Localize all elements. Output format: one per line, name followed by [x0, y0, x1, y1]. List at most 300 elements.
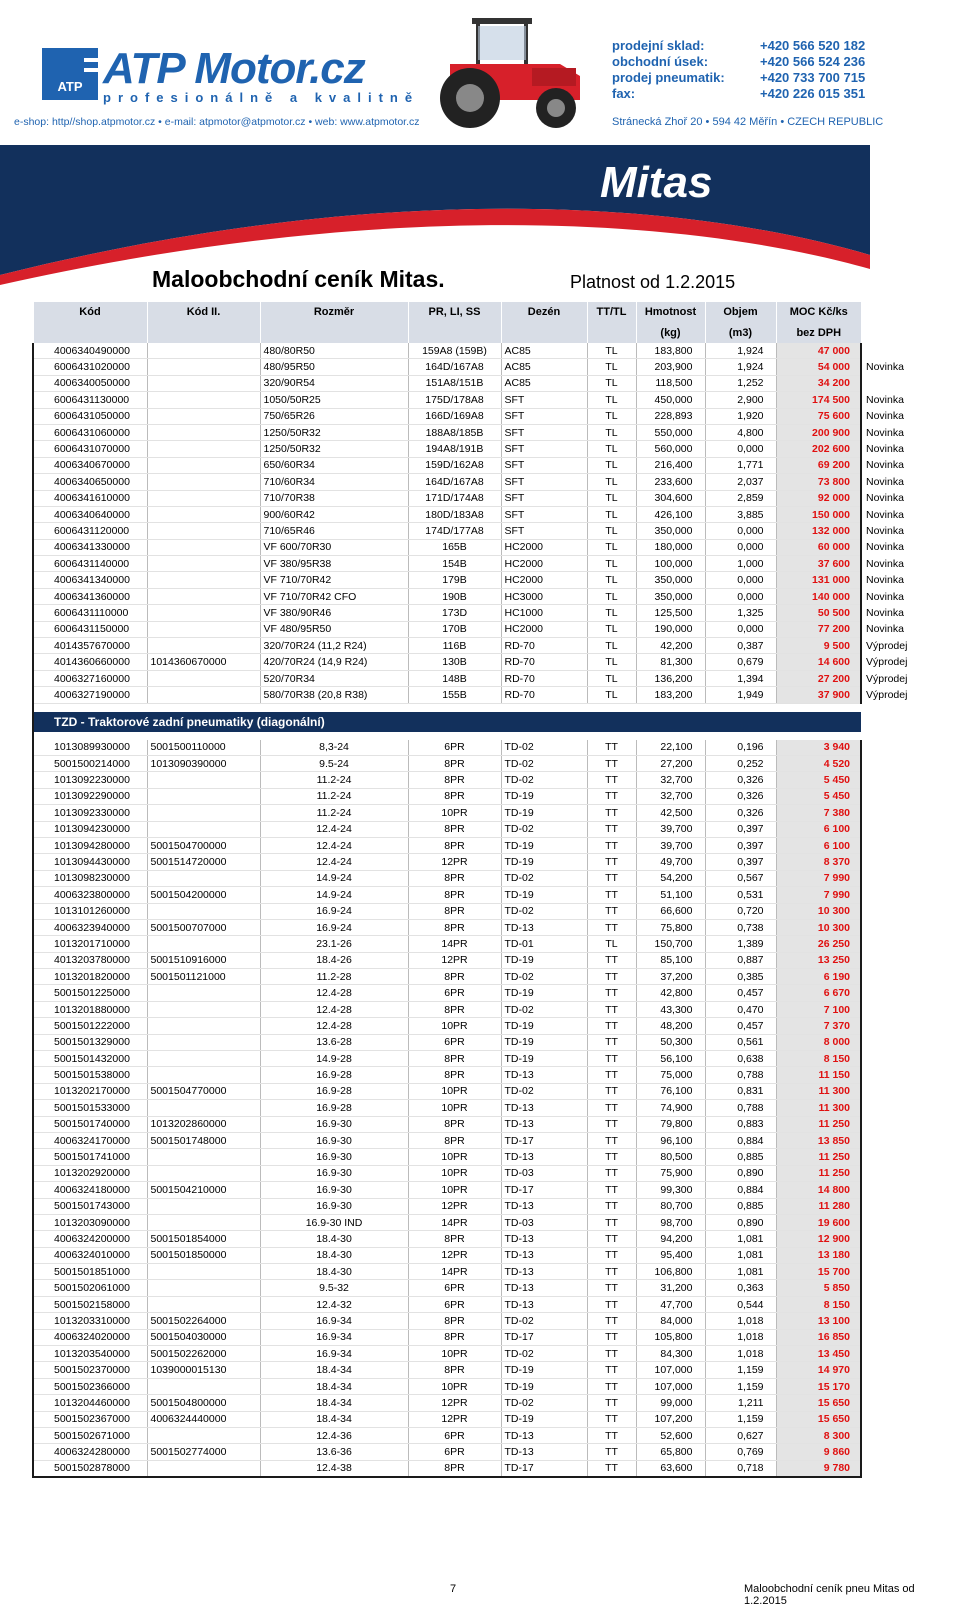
col-moc: MOC Kč/ks	[776, 302, 861, 322]
table-cell: 8PR	[408, 1001, 501, 1017]
table-cell: 159A8 (159B)	[408, 343, 501, 359]
table-cell: 150 000	[776, 506, 861, 522]
table-cell: SFT	[501, 506, 587, 522]
table-cell: 27 200	[776, 670, 861, 686]
table-cell: TD-02	[501, 755, 587, 771]
table-cell: 164D/167A8	[408, 359, 501, 375]
table-cell: RD-70	[501, 654, 587, 670]
table-cell: 520/70R34	[260, 670, 408, 686]
table-cell: 159D/162A8	[408, 457, 501, 473]
table-cell: 10PR	[408, 1378, 501, 1394]
table-cell: 10PR	[408, 1346, 501, 1362]
table-cell: 11 300	[776, 1100, 861, 1116]
table-cell: TT	[587, 1411, 636, 1427]
table-row	[33, 985, 861, 1001]
table-cell: RD-70	[501, 670, 587, 686]
table-cell: 1,924	[705, 343, 776, 359]
table-cell: 50 500	[776, 605, 861, 621]
table-cell: 4 520	[776, 755, 861, 771]
table-cell: 0,544	[705, 1296, 776, 1312]
table-cell: TL	[587, 375, 636, 391]
table-cell: 155B	[408, 687, 501, 703]
table-cell: 7 100	[776, 1001, 861, 1017]
table-cell: 9.5-24	[260, 755, 408, 771]
table-cell: 5001504030000	[147, 1329, 260, 1345]
table-cell: 27,200	[636, 755, 705, 771]
table-cell	[147, 1067, 260, 1083]
table-cell: 1050/50R25	[260, 392, 408, 408]
table-cell	[147, 670, 260, 686]
col-hmotnost-unit: (kg)	[636, 322, 705, 343]
table-cell: 8PR	[408, 919, 501, 935]
table-cell: 10PR	[408, 1149, 501, 1165]
table-cell: TL	[587, 654, 636, 670]
brand-name: ATP Motor.cz	[103, 44, 365, 93]
table-cell: 6PR	[408, 1034, 501, 1050]
table-cell	[147, 1001, 260, 1017]
table-cell: TD-13	[501, 1231, 587, 1247]
table-cell: 1,389	[705, 936, 776, 952]
table-cell: 6 100	[776, 837, 861, 853]
table-cell: 107,000	[636, 1362, 705, 1378]
table-cell: 0,890	[705, 1165, 776, 1181]
table-cell: 10PR	[408, 1100, 501, 1116]
table-cell	[147, 1198, 260, 1214]
table-cell: 9.5-32	[260, 1280, 408, 1296]
table-cell: 14PR	[408, 1214, 501, 1230]
table-row	[33, 1034, 861, 1050]
table-cell: 10 300	[776, 903, 861, 919]
table-cell: 54,200	[636, 870, 705, 886]
table-row	[33, 952, 861, 968]
table-cell: 56,100	[636, 1051, 705, 1067]
table-cell: TL	[587, 670, 636, 686]
table-cell: 13 850	[776, 1132, 861, 1148]
table-cell: TD-19	[501, 1411, 587, 1427]
table-row: 4006341360000 VF 710/70R42 CFO 190B HC3000 TL 350,000 0,000 140 000 Novinka	[33, 588, 861, 604]
table-cell: 1,325	[705, 605, 776, 621]
table-cell: 4006340050000	[33, 375, 147, 391]
table-cell: 39,700	[636, 821, 705, 837]
table-cell: TT	[587, 952, 636, 968]
table-cell: 0,531	[705, 887, 776, 903]
table-cell: 1013092290000	[33, 788, 147, 804]
table-cell: 0,385	[705, 969, 776, 985]
page-title: Maloobchodní ceník Mitas.	[152, 266, 445, 292]
contact-label: prodejní sklad:	[612, 38, 705, 53]
table-cell: TD-02	[501, 772, 587, 788]
table-cell: 8 150	[776, 1051, 861, 1067]
table-cell: 4006340670000	[33, 457, 147, 473]
table-row: 6006431070000 1250/50R32 194A8/191B SFT TL 560,000 0,000 202 600 Novinka	[33, 441, 861, 457]
table-cell: 18.4-30	[260, 1247, 408, 1263]
table-cell	[147, 1018, 260, 1034]
table-cell: TD-17	[501, 1182, 587, 1198]
table-cell: AC85	[501, 359, 587, 375]
table-cell: 0,363	[705, 1280, 776, 1296]
table-row	[33, 1067, 861, 1083]
table-cell: 0,720	[705, 903, 776, 919]
table-cell: 1,081	[705, 1247, 776, 1263]
table-cell: 37,200	[636, 969, 705, 985]
table-cell: 426,100	[636, 506, 705, 522]
table-cell	[147, 1296, 260, 1312]
table-cell: 14PR	[408, 936, 501, 952]
contact-value: +420 733 700 715	[760, 70, 866, 85]
table-cell: AC85	[501, 343, 587, 359]
table-cell: 12PR	[408, 854, 501, 870]
table-cell: 8PR	[408, 837, 501, 853]
table-cell: 43,300	[636, 1001, 705, 1017]
table-row	[33, 1264, 861, 1280]
table-cell: 47 000	[776, 343, 861, 359]
table-cell: 5001502262000	[147, 1346, 260, 1362]
table-cell: 5001501329000	[33, 1034, 147, 1050]
table-cell: 12.4-24	[260, 854, 408, 870]
table-cell: 0,196	[705, 740, 776, 756]
table-cell: 1,018	[705, 1329, 776, 1345]
table-cell	[147, 870, 260, 886]
table-cell: 8PR	[408, 1329, 501, 1345]
contact-row	[612, 70, 865, 86]
table-cell: 4006341610000	[33, 490, 147, 506]
table-cell: SFT	[501, 408, 587, 424]
table-cell: 194A8/191B	[408, 441, 501, 457]
table-cell: TD-13	[501, 1149, 587, 1165]
table-cell: 179B	[408, 572, 501, 588]
table-cell: 16.9-28	[260, 1100, 408, 1116]
table-cell: 480/80R50	[260, 343, 408, 359]
table-cell: TD-19	[501, 887, 587, 903]
table-cell: TD-02	[501, 1001, 587, 1017]
table-cell: 84,000	[636, 1313, 705, 1329]
table-cell: TL	[587, 572, 636, 588]
table-row: 4006341330000 VF 600/70R30 165B HC2000 TL 180,000 0,000 60 000 Novinka	[33, 539, 861, 555]
table-cell	[147, 392, 260, 408]
table-cell: TL	[587, 441, 636, 457]
table-cell: TT	[587, 821, 636, 837]
table-cell: TT	[587, 1444, 636, 1460]
table-cell: 26 250	[776, 936, 861, 952]
table-row	[33, 375, 861, 391]
table-cell: 16.9-24	[260, 903, 408, 919]
price-table	[32, 302, 908, 1478]
table-cell: 12.4-38	[260, 1460, 408, 1477]
table-cell: 1,081	[705, 1264, 776, 1280]
col-hmotnost: Hmotnost	[636, 302, 705, 322]
table-cell: 5001501538000	[33, 1067, 147, 1083]
contact-row	[612, 86, 865, 102]
table-cell: 164D/167A8	[408, 474, 501, 490]
table-cell: TT	[587, 1329, 636, 1345]
table-cell: 4006323940000	[33, 919, 147, 935]
table-cell	[147, 588, 260, 604]
table-row	[33, 1411, 861, 1427]
table-cell: 4,800	[705, 424, 776, 440]
table-cell: 16.9-30	[260, 1182, 408, 1198]
table-cell: 1013203540000	[33, 1346, 147, 1362]
table-row: 4014357670000 320/70R24 (11,2 R24) 116B RD-70 TL 42,200 0,387 9 500 Výprodej	[33, 638, 861, 654]
table-cell: TT	[587, 1083, 636, 1099]
table-cell: 79,800	[636, 1116, 705, 1132]
table-cell: 4006324020000	[33, 1329, 147, 1345]
table-cell: 6006431150000	[33, 621, 147, 637]
table-row: 6006431050000 750/65R26 166D/169A8 SFT TL 228,893 1,920 75 600 Novinka	[33, 408, 861, 424]
table-cell: 11 250	[776, 1116, 861, 1132]
table-cell: TT	[587, 1198, 636, 1214]
table-cell: 18.4-34	[260, 1411, 408, 1427]
table-row: 4006340670000 650/60R34 159D/162A8 SFT TL 216,400 1,771 69 200 Novinka	[33, 457, 861, 473]
table-row	[33, 1214, 861, 1230]
table-cell: 13 180	[776, 1247, 861, 1263]
col-rozmer: Rozměr	[260, 302, 408, 322]
table-cell	[147, 1460, 260, 1477]
table-cell: TT	[587, 1280, 636, 1296]
table-row	[33, 1100, 861, 1116]
table-cell: 1250/50R32	[260, 441, 408, 457]
table-cell: 0,883	[705, 1116, 776, 1132]
table-cell: 2,037	[705, 474, 776, 490]
table-cell: 6006431020000	[33, 359, 147, 375]
table-cell	[147, 936, 260, 952]
price-table-wrapper	[32, 302, 908, 1478]
table-cell: 6006431130000	[33, 392, 147, 408]
table-cell: TL	[587, 588, 636, 604]
table-cell: TD-13	[501, 1264, 587, 1280]
table-cell: TL	[587, 687, 636, 703]
table-cell: 1,949	[705, 687, 776, 703]
table-cell: TD-19	[501, 952, 587, 968]
table-cell: 174 500	[776, 392, 861, 408]
table-cell: 203,900	[636, 359, 705, 375]
table-cell: 202 600	[776, 441, 861, 457]
table-cell: TD-13	[501, 1296, 587, 1312]
table-cell: TL	[587, 457, 636, 473]
table-cell: 8PR	[408, 1362, 501, 1378]
table-cell: VF 600/70R30	[260, 539, 408, 555]
table-cell: 0,638	[705, 1051, 776, 1067]
table-row	[33, 1395, 861, 1411]
table-cell: 94,200	[636, 1231, 705, 1247]
table-cell: TL	[587, 605, 636, 621]
table-cell: 5001500110000	[147, 740, 260, 756]
table-cell: 12.4-28	[260, 1001, 408, 1017]
table-cell: TT	[587, 1001, 636, 1017]
table-cell: 0,884	[705, 1132, 776, 1148]
table-cell	[147, 1280, 260, 1296]
table-row: 4014360660000 1014360670000 420/70R24 (14,9 R24) 130B RD-70 TL 81,300 0,679 14 600 Výprodej	[33, 654, 861, 670]
table-cell: 560,000	[636, 441, 705, 457]
table-row: 6006431060000 1250/50R32 188A8/185B SFT TL 550,000 4,800 200 900 Novinka	[33, 424, 861, 440]
table-cell: 14.9-28	[260, 1051, 408, 1067]
table-row	[33, 805, 861, 821]
table-cell: 75,000	[636, 1067, 705, 1083]
table-cell: 11 250	[776, 1149, 861, 1165]
table-cell: 5001501533000	[33, 1100, 147, 1116]
table-cell	[147, 1034, 260, 1050]
table-cell: 0,387	[705, 638, 776, 654]
mitas-logo: Mitas	[600, 158, 713, 207]
table-cell: 10PR	[408, 805, 501, 821]
table-cell: TL	[587, 621, 636, 637]
table-cell: TT	[587, 1214, 636, 1230]
table-cell: 174D/177A8	[408, 523, 501, 539]
contact-row	[612, 38, 865, 54]
table-cell	[147, 821, 260, 837]
table-cell: 170B	[408, 621, 501, 637]
table-cell: TL	[587, 638, 636, 654]
page-header	[0, 0, 960, 145]
table-cell: 12PR	[408, 1198, 501, 1214]
table-cell: 107,000	[636, 1378, 705, 1394]
table-cell: 190B	[408, 588, 501, 604]
table-cell: HC2000	[501, 572, 587, 588]
table-cell: 0,887	[705, 952, 776, 968]
table-cell: TT	[587, 1264, 636, 1280]
table-cell: 165B	[408, 539, 501, 555]
table-cell: 0,561	[705, 1034, 776, 1050]
table-cell: 130B	[408, 654, 501, 670]
table-cell: 11 150	[776, 1067, 861, 1083]
table-cell	[147, 638, 260, 654]
table-cell: 173D	[408, 605, 501, 621]
table-cell: 550,000	[636, 424, 705, 440]
table-cell: 14 800	[776, 1182, 861, 1198]
table-cell: TD-01	[501, 936, 587, 952]
contact-label: prodej pneumatik:	[612, 70, 725, 85]
table-cell: TD-19	[501, 1051, 587, 1067]
table-cell: TT	[587, 1362, 636, 1378]
table-cell: 0,000	[705, 588, 776, 604]
table-cell: 0,397	[705, 837, 776, 853]
table-cell: 3,885	[705, 506, 776, 522]
table-cell: TT	[587, 1247, 636, 1263]
col-kod: Kód	[33, 302, 147, 322]
table-cell: 11.2-28	[260, 969, 408, 985]
table-cell: TD-19	[501, 985, 587, 1001]
table-cell: 5001501222000	[33, 1018, 147, 1034]
table-cell: 10PR	[408, 1083, 501, 1099]
table-cell: TD-13	[501, 1428, 587, 1444]
col-moc-unit: bez DPH	[776, 322, 861, 343]
table-cell: 180D/183A8	[408, 506, 501, 522]
table-row	[33, 755, 861, 771]
table-cell: 5001500707000	[147, 919, 260, 935]
table-row: 6006431150000 VF 480/95R50 170B HC2000 TL 190,000 0,000 77 200 Novinka	[33, 621, 861, 637]
atp-logo	[42, 48, 98, 100]
table-cell: VF 380/95R38	[260, 556, 408, 572]
table-cell: 8PR	[408, 903, 501, 919]
table-cell	[147, 375, 260, 391]
table-row	[33, 1051, 861, 1067]
table-cell: 200 900	[776, 424, 861, 440]
table-cell	[147, 605, 260, 621]
table-cell: 12.4-36	[260, 1428, 408, 1444]
table-row	[33, 343, 861, 359]
table-cell: 4006323800000	[33, 887, 147, 903]
table-cell: 42,200	[636, 638, 705, 654]
table-cell: 48,200	[636, 1018, 705, 1034]
table-cell	[147, 1378, 260, 1394]
table-cell: 154B	[408, 556, 501, 572]
table-cell: 34 200	[776, 375, 861, 391]
table-cell	[147, 474, 260, 490]
table-cell: 1013202170000	[33, 1083, 147, 1099]
table-cell: 16.9-30	[260, 1116, 408, 1132]
table-row	[33, 1149, 861, 1165]
table-cell: 0,788	[705, 1100, 776, 1116]
table-cell: TD-19	[501, 788, 587, 804]
table-cell: TD-19	[501, 1378, 587, 1394]
table-cell: TT	[587, 1051, 636, 1067]
table-cell: 4013203780000	[33, 952, 147, 968]
table-cell: SFT	[501, 474, 587, 490]
table-cell	[147, 539, 260, 555]
table-cell	[147, 424, 260, 440]
table-cell: HC2000	[501, 556, 587, 572]
table-cell: 4006327190000	[33, 687, 147, 703]
web-links: e-shop: http//shop.atpmotor.cz • e-mail: atpmotor@atpmotor.cz • web: www.atpmotor.cz	[14, 116, 420, 128]
table-cell: 1,159	[705, 1362, 776, 1378]
table-cell: 6PR	[408, 1428, 501, 1444]
table-cell: 650/60R34	[260, 457, 408, 473]
table-cell: 0,738	[705, 919, 776, 935]
table-cell: 51,100	[636, 887, 705, 903]
table-cell: 23.1-26	[260, 936, 408, 952]
table-cell: 0,326	[705, 772, 776, 788]
table-cell: 1013092330000	[33, 805, 147, 821]
table-cell: HC1000	[501, 605, 587, 621]
table-cell: 15 650	[776, 1395, 861, 1411]
table-cell: 18.4-34	[260, 1378, 408, 1394]
table-cell: 1013201820000	[33, 969, 147, 985]
table-cell: 19 600	[776, 1214, 861, 1230]
col-tt: TT/TL	[587, 302, 636, 322]
table-cell	[147, 1051, 260, 1067]
table-cell: 84,300	[636, 1346, 705, 1362]
table-cell: TT	[587, 985, 636, 1001]
table-cell: 131 000	[776, 572, 861, 588]
table-cell: 9 500	[776, 638, 861, 654]
table-cell: 85,100	[636, 952, 705, 968]
table-cell: 7 990	[776, 870, 861, 886]
table-cell: 16.9-30	[260, 1132, 408, 1148]
table-cell: 14 970	[776, 1362, 861, 1378]
col-kod2: Kód II.	[147, 302, 260, 322]
table-cell: TT	[587, 1100, 636, 1116]
table-cell: 47,700	[636, 1296, 705, 1312]
table-cell: 5001504210000	[147, 1182, 260, 1198]
table-cell	[147, 1264, 260, 1280]
table-row	[33, 1346, 861, 1362]
table-cell: SFT	[501, 441, 587, 457]
table-cell: 22,100	[636, 740, 705, 756]
table-cell: 14.9-24	[260, 870, 408, 886]
table-cell: TL	[587, 936, 636, 952]
table-cell: 8PR	[408, 1231, 501, 1247]
table-cell: TT	[587, 1296, 636, 1312]
table-row	[33, 969, 861, 985]
table-cell: 16.9-30	[260, 1198, 408, 1214]
table-cell: 16.9-30	[260, 1149, 408, 1165]
table-cell: TD-02	[501, 1395, 587, 1411]
table-cell: TD-03	[501, 1165, 587, 1181]
table-cell: 18.4-34	[260, 1395, 408, 1411]
table-cell: 5001500214000	[33, 755, 147, 771]
table-cell: SFT	[501, 457, 587, 473]
table-cell: 42,500	[636, 805, 705, 821]
col-dezen: Dezén	[501, 302, 587, 322]
